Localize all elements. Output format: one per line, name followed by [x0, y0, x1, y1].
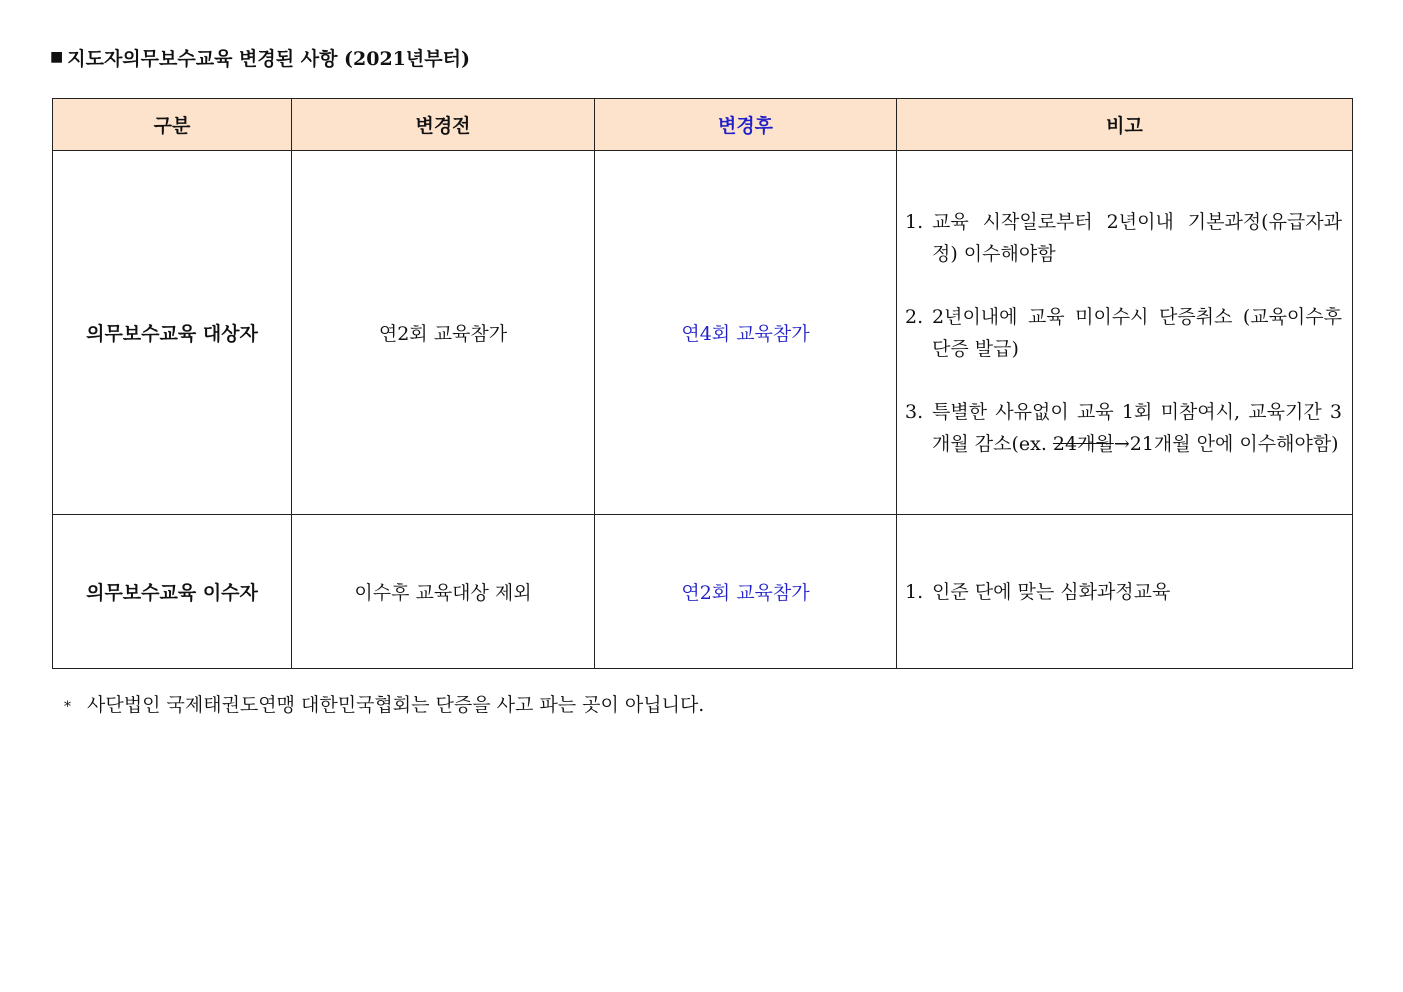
- row-after: 연4회 교육참가: [595, 151, 897, 515]
- header-after: 변경후: [595, 99, 897, 151]
- row-remarks: [897, 515, 1353, 669]
- header-before: 변경전: [292, 99, 595, 151]
- remark-item: [905, 576, 1342, 608]
- row-remarks: [897, 151, 1353, 515]
- row-category: 의무보수교육 이수자: [53, 515, 292, 669]
- asterisk-icon: *: [64, 699, 71, 715]
- remark-number: 3.: [905, 400, 924, 423]
- footnote-text: 사단법인 국제태권도연맹 대한민국협회는 단증을 사고 파는 곳이 아닙니다.: [87, 694, 705, 716]
- header-category: 구분: [53, 99, 292, 151]
- row-before: 이수후 교육대상 제외: [292, 515, 595, 669]
- remark-text-suffix: →21개월 안에 이수해야함): [1113, 432, 1339, 455]
- remark-text: 인준 단에 맞는 심화과정교육: [932, 580, 1171, 603]
- remark-text: 교육 시작일로부터 2년이내 기본과정(유급자과정) 이수해야함: [932, 210, 1342, 265]
- footnote: [64, 690, 704, 717]
- changes-table: [52, 98, 1353, 669]
- remark-item: [905, 206, 1342, 270]
- remark-text-prefix: 특별한 사유없이 교육 1회 미참여시, 교육기간 3개월 감소(ex.: [932, 400, 1342, 455]
- table-header-row: [53, 99, 1353, 151]
- row-category: 의무보수교육 대상자: [53, 151, 292, 515]
- header-remarks: 비고: [897, 99, 1353, 151]
- table-row: [53, 515, 1353, 669]
- table-row: [53, 151, 1353, 515]
- square-bullet-icon: ■: [50, 48, 64, 65]
- remark-number: 1.: [905, 210, 924, 233]
- remark-text: [932, 396, 1342, 460]
- row-after: 연2회 교육참가: [595, 515, 897, 669]
- remark-number: 2.: [905, 305, 924, 328]
- row-before: 연2회 교육참가: [292, 151, 595, 515]
- remark-item: [905, 301, 1342, 365]
- section-heading-text: 지도자의무보수교육 변경된 사항 (2021년부터): [67, 48, 470, 70]
- remark-struck-text: 24개월: [1052, 432, 1114, 455]
- remark-item: [905, 396, 1342, 460]
- remark-text: 2년이내에 교육 미이수시 단증취소 (교육이수후 단증 발급): [932, 305, 1342, 360]
- section-heading: [50, 44, 470, 71]
- remark-number: 1.: [905, 580, 924, 603]
